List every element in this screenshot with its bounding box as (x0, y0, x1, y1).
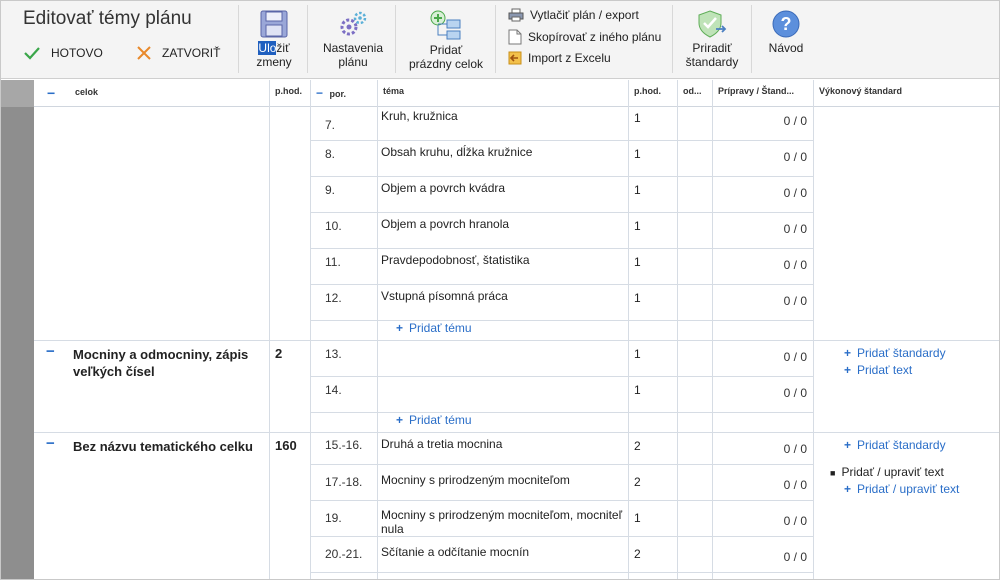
collapse-por-toggle[interactable]: − (316, 86, 324, 100)
row-ratio: 0 / 0 (783, 442, 807, 456)
row-phod[interactable]: 1 (634, 511, 641, 525)
grid-line (310, 107, 311, 580)
plan-settings-button[interactable] (317, 9, 389, 69)
add-text-label: Pridať text (857, 363, 913, 377)
bullet-icon: ■ (830, 468, 836, 478)
row-por: 10. (325, 219, 342, 233)
help-label: Návod (768, 41, 804, 55)
settings-label-2: plánu (338, 55, 368, 69)
add-standards-button[interactable] (844, 346, 946, 360)
grid-line (377, 107, 378, 580)
unit-phod[interactable]: 160 (275, 438, 297, 453)
table-body (1, 107, 1000, 580)
row-tema[interactable]: Vstupná písomná práca (381, 289, 508, 303)
add-text-button[interactable] (844, 363, 912, 377)
copy-label: Skopírovať z iného plánu (528, 30, 662, 44)
add-edit-text-label: Pridať / upraviť text (857, 482, 960, 496)
add-empty-label-1: Pridať (429, 43, 463, 57)
row-por: 13. (325, 347, 342, 361)
header-pripravy[interactable]: Prípravy / Štand... (712, 80, 814, 107)
row-ratio: 0 / 0 (783, 350, 807, 364)
collapse-unit-toggle[interactable]: − (46, 435, 55, 452)
floppy-disk-icon (258, 9, 290, 39)
row-gutter (1, 80, 34, 107)
row-ratio: 0 / 0 (783, 294, 807, 308)
add-edit-text-button[interactable] (844, 482, 959, 496)
plus-icon: + (396, 321, 404, 335)
assign-label-1: Priradiť (692, 41, 732, 55)
gears-icon (337, 9, 369, 39)
row-ratio: 0 / 0 (783, 150, 807, 164)
help-question-icon (770, 9, 802, 39)
row-tema[interactable]: Obsah kruhu, dĺžka kružnice (381, 145, 533, 159)
row-phod[interactable]: 1 (634, 111, 641, 125)
row-por: 15.-16. (325, 438, 363, 452)
copy-from-plan-button[interactable] (508, 29, 661, 45)
row-ratio: 0 / 0 (783, 386, 807, 400)
plus-icon: + (844, 438, 852, 452)
ribbon-separator (395, 5, 396, 73)
row-tema[interactable]: Sčítanie a odčítanie mocnín (381, 545, 530, 559)
grid-line (813, 107, 814, 580)
row-phod[interactable]: 2 (634, 475, 641, 489)
save-label-2: zmeny (256, 55, 292, 69)
collapse-unit-toggle[interactable]: − (46, 343, 55, 360)
import-excel-button[interactable] (508, 51, 611, 65)
row-ratio: 0 / 0 (783, 514, 807, 528)
assign-standards-button[interactable] (681, 9, 743, 69)
printer-icon (508, 8, 524, 22)
print-export-button[interactable] (508, 8, 639, 22)
add-standards-label: Pridať štandardy (857, 438, 946, 452)
row-por: 17.-18. (325, 475, 363, 489)
row-phod[interactable]: 1 (634, 183, 641, 197)
grid-line (677, 107, 678, 580)
row-por: 12. (325, 291, 342, 305)
row-phod[interactable]: 1 (634, 219, 641, 233)
add-standards-button[interactable] (844, 438, 946, 452)
shield-check-icon (696, 9, 728, 39)
settings-label-1: Nastavenia (322, 41, 384, 55)
row-por: 14. (325, 383, 342, 397)
row-tema[interactable]: Kruh, kružnica (381, 109, 458, 123)
add-empty-unit-button[interactable] (403, 9, 489, 71)
row-ratio: 0 / 0 (783, 114, 807, 128)
header-celok[interactable]: celok (75, 87, 99, 97)
ribbon-separator (751, 5, 752, 73)
add-topic-button[interactable] (396, 321, 472, 335)
add-empty-label-2: prázdny celok (408, 57, 484, 71)
save-button[interactable] (251, 9, 297, 69)
done-label: HOTOVO (51, 46, 103, 60)
table-header (1, 80, 1000, 107)
row-por: 8. (325, 147, 336, 161)
row-phod[interactable]: 2 (634, 439, 641, 453)
plus-icon: + (396, 413, 404, 427)
grid-line (628, 107, 629, 580)
row-phod[interactable]: 1 (634, 383, 641, 397)
import-arrow-icon (508, 51, 522, 65)
row-divider (310, 140, 813, 141)
add-node-icon (429, 9, 463, 41)
row-tema[interactable]: Mocniny s prirodzeným mocniteľom (381, 473, 570, 487)
header-vykonovy[interactable]: Výkonový štandard (813, 80, 1000, 107)
row-por: 20.-21. (325, 547, 363, 561)
print-label: Vytlačiť plán / export (530, 8, 639, 22)
add-standards-label: Pridať štandardy (857, 346, 946, 360)
close-button[interactable] (136, 45, 220, 61)
row-phod[interactable]: 2 (634, 547, 641, 561)
done-button[interactable] (23, 45, 103, 61)
header-por[interactable] (310, 80, 378, 107)
unit-phod[interactable]: 2 (275, 346, 283, 361)
row-ratio: 0 / 0 (783, 550, 807, 564)
row-ratio: 0 / 0 (783, 222, 807, 236)
close-label: ZATVORIŤ (162, 46, 221, 60)
row-tema[interactable]: Objem a povrch hranola (381, 217, 510, 231)
row-por: 11. (325, 255, 341, 269)
row-divider (310, 412, 813, 413)
row-divider (310, 464, 813, 465)
ribbon-separator (307, 5, 308, 73)
grid-line (712, 107, 713, 580)
row-phod[interactable]: 1 (634, 347, 641, 361)
save-label-rest: žiť (276, 41, 290, 55)
row-phod[interactable]: 1 (634, 291, 641, 305)
row-divider (310, 212, 813, 213)
row-divider (310, 284, 813, 285)
plus-icon: + (844, 346, 852, 360)
row-divider (310, 320, 813, 321)
checkmark-icon (23, 45, 41, 61)
row-divider (310, 500, 813, 501)
row-phod[interactable]: 1 (634, 255, 641, 269)
grid-line (269, 107, 270, 580)
copy-document-icon (508, 29, 522, 45)
standard-text: Pridať / upraviť text (841, 465, 944, 479)
header-por-label: por. (329, 89, 347, 99)
row-divider (310, 536, 813, 537)
header-tema[interactable]: téma (377, 80, 629, 107)
ribbon-separator (238, 5, 239, 73)
plus-icon: + (844, 482, 852, 496)
row-divider (310, 376, 813, 377)
row-phod[interactable]: 1 (634, 147, 641, 161)
group-divider (34, 340, 1000, 341)
add-topic-button[interactable] (396, 413, 472, 427)
header-phod-2[interactable]: p.hod. (628, 80, 678, 107)
unit-name[interactable]: Mocniny a odmocniny, zápis veľkých čísel (73, 347, 249, 379)
close-icon (136, 45, 152, 61)
row-gutter (1, 107, 34, 580)
row-por: 19. (325, 511, 342, 525)
ribbon-toolbar (1, 1, 1000, 79)
row-por: 9. (325, 183, 336, 197)
row-divider (310, 572, 813, 573)
import-label: Import z Excelu (528, 51, 611, 65)
unit-name[interactable]: Bez názvu tematického celku (73, 439, 253, 454)
row-por: 7. (325, 118, 336, 132)
group-divider (34, 432, 1000, 433)
row-tema[interactable]: Druhá a tretia mocnina (381, 437, 503, 451)
row-ratio: 0 / 0 (783, 186, 807, 200)
header-phod[interactable]: p.hod. (269, 80, 311, 107)
row-ratio: 0 / 0 (783, 258, 807, 272)
assign-label-2: štandardy (685, 55, 739, 69)
ribbon-separator (495, 5, 496, 73)
row-tema[interactable]: Pravdepodobnosť, štatistika (381, 253, 530, 267)
ribbon-separator (672, 5, 673, 73)
row-tema[interactable]: Mocniny s prirodzeným mocniteľom, mocniteľ nula (381, 508, 623, 536)
add-topic-label: Pridať tému (409, 413, 472, 427)
collapse-all-toggle[interactable]: − (47, 85, 56, 101)
add-topic-label: Pridať tému (409, 321, 472, 335)
svg-text:?: ? (780, 14, 792, 34)
page-title: Editovať témy plánu (23, 8, 192, 29)
save-label-highlight: Ulo (258, 41, 277, 55)
row-tema[interactable]: Objem a povrch kvádra (381, 181, 506, 195)
plus-icon: + (844, 363, 852, 377)
header-od[interactable]: od... (677, 80, 713, 107)
standard-text-item (830, 465, 944, 479)
row-divider (310, 248, 813, 249)
row-ratio: 0 / 0 (783, 478, 807, 492)
help-button[interactable] (763, 9, 809, 55)
row-divider (310, 176, 813, 177)
